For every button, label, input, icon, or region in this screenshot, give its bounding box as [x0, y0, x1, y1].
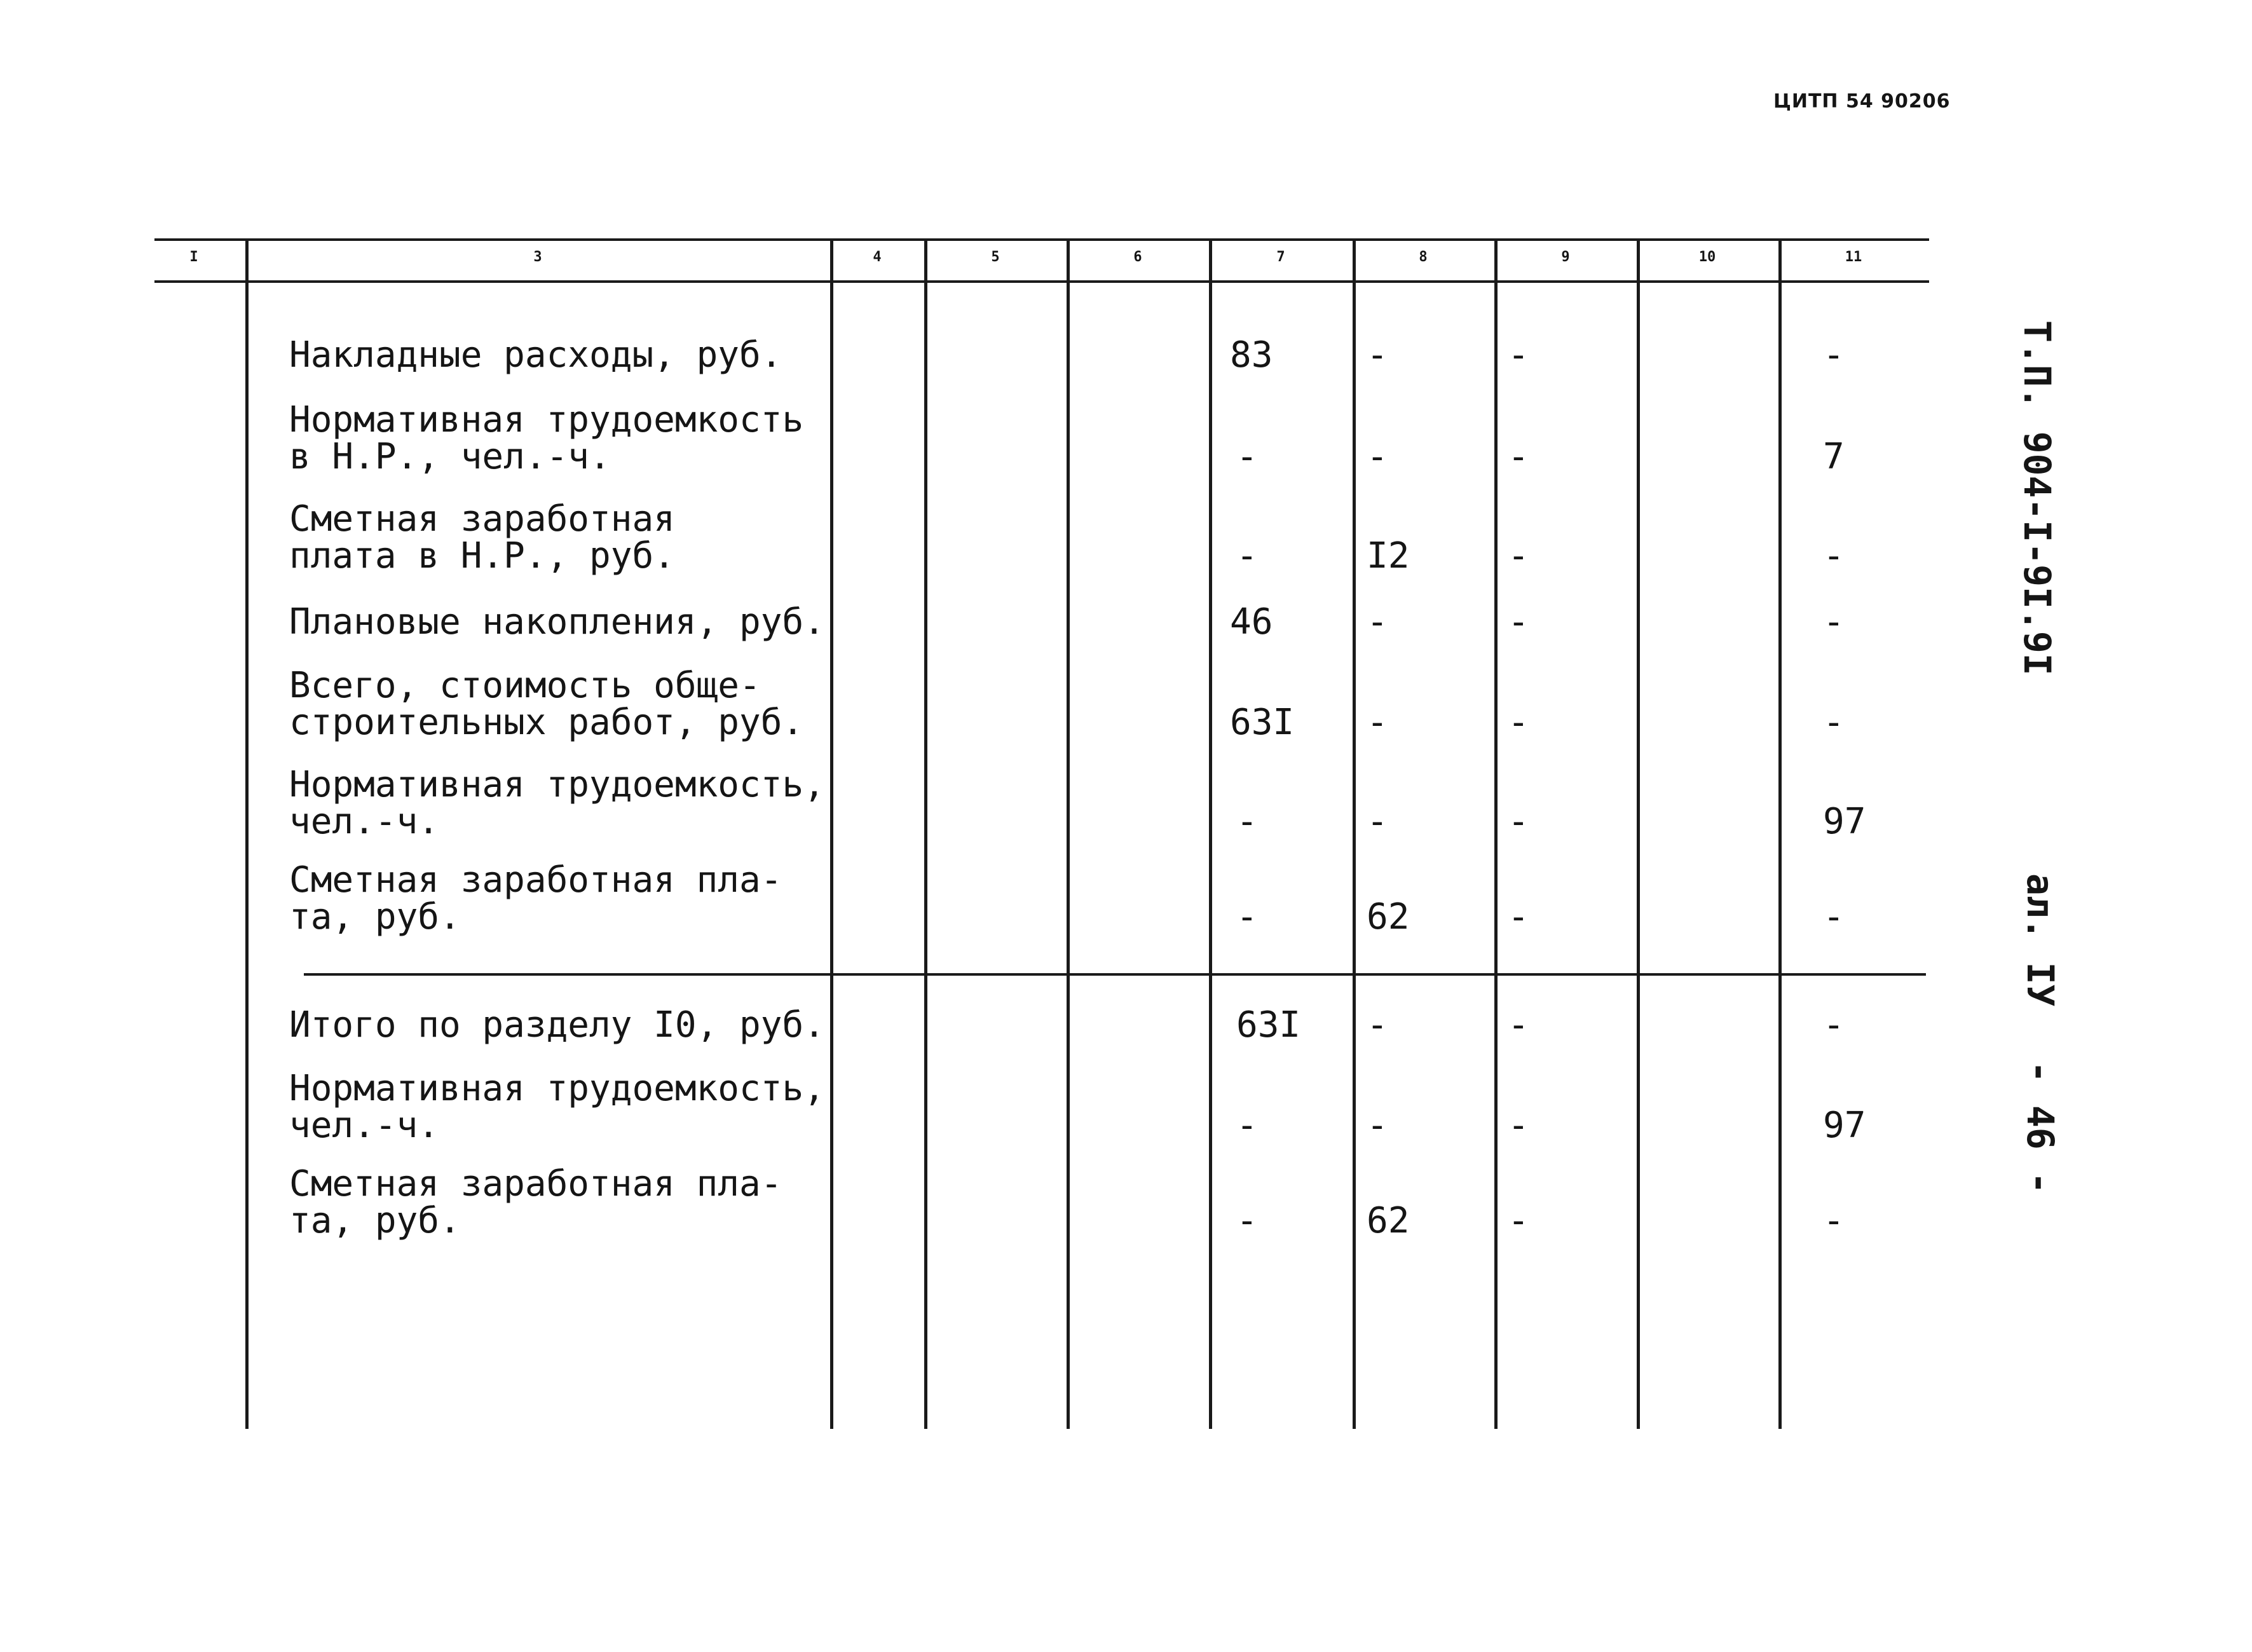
row-label: Плановые накопления, руб. [289, 601, 825, 643]
cell-col11: - [1823, 1004, 1845, 1046]
row-label: Сметная заработная пла- та, руб. [289, 859, 782, 938]
page-number: - 46 - [2019, 1061, 2062, 1194]
cell-col9: - [1508, 801, 1529, 842]
cell-col11: - [1823, 334, 1845, 376]
cell-col9: - [1508, 334, 1529, 376]
cell-col8: - [1367, 601, 1388, 643]
project-number: Т.П. 904-I-9I.9I [2016, 320, 2059, 676]
cell-col11: 97 [1823, 1105, 1866, 1146]
column-header: 11 [1845, 249, 1862, 265]
cell-col8: 62 [1367, 896, 1410, 938]
cell-col9: - [1508, 1004, 1529, 1046]
column-divider [1494, 240, 1498, 1429]
row-label: Сметная заработная пла- та, руб. [289, 1163, 782, 1241]
row-label: Нормативная трудоемкость, чел.-ч. [289, 764, 825, 842]
column-divider [1209, 240, 1212, 1429]
cell-col9: - [1508, 436, 1529, 477]
cell-col7: 83 [1230, 334, 1273, 376]
column-header: 10 [1698, 249, 1716, 265]
column-divider [924, 240, 927, 1429]
column-divider [1637, 240, 1640, 1429]
cell-col7: - [1236, 1200, 1258, 1241]
cell-col8: - [1367, 1004, 1388, 1046]
cell-col7: - [1236, 535, 1258, 577]
cell-col9: - [1508, 601, 1529, 643]
column-divider [1778, 240, 1782, 1429]
column-header: 8 [1419, 249, 1428, 265]
cell-col7: - [1236, 896, 1258, 938]
column-divider [830, 240, 833, 1429]
cell-col11: 7 [1823, 436, 1845, 477]
document-code: ЦИТП 54 90206 [1773, 90, 1951, 113]
cell-col8: - [1367, 702, 1388, 743]
cell-col8: I2 [1367, 535, 1410, 577]
row-label: Сметная заработная плата в Н.Р., руб. [289, 498, 675, 577]
cell-col9: - [1508, 1200, 1529, 1241]
cell-col11: - [1823, 702, 1845, 743]
cell-col7: - [1236, 436, 1258, 477]
cell-col9: - [1508, 896, 1529, 938]
cell-col7: 46 [1230, 601, 1273, 643]
cell-col8: - [1367, 1105, 1388, 1146]
column-header: 3 [533, 249, 542, 265]
cell-col7: 63I [1230, 702, 1295, 743]
column-divider [1067, 240, 1070, 1429]
row-label: Всего, стоимость обще- строительных работ, руб. [289, 665, 804, 743]
column-divider [1353, 240, 1356, 1429]
row-label: Нормативная трудоемкость в Н.Р., чел.-ч. [289, 399, 804, 477]
cell-col7: - [1236, 801, 1258, 842]
column-divider [245, 240, 249, 1429]
cell-col9: - [1508, 1105, 1529, 1146]
cell-col7: 63I [1236, 1004, 1301, 1046]
cell-col11: - [1823, 535, 1845, 577]
cell-col7: - [1236, 1105, 1258, 1146]
cell-col9: - [1508, 535, 1529, 577]
row-label: Итого по разделу I0, руб. [289, 1004, 825, 1046]
cell-col8: - [1367, 436, 1388, 477]
row-label: Накладные расходы, руб. [289, 334, 782, 376]
total-separator-rule [304, 973, 1926, 976]
column-header: 6 [1133, 249, 1142, 265]
column-header: 9 [1561, 249, 1570, 265]
cell-col8: 62 [1367, 1200, 1410, 1241]
column-header: 7 [1276, 249, 1285, 265]
album-number: ал. IУ [2019, 873, 2062, 1007]
column-header: 4 [873, 249, 882, 265]
cell-col9: - [1508, 702, 1529, 743]
header-bottom-rule [154, 280, 1929, 283]
column-header: I [189, 249, 198, 265]
cell-col8: - [1367, 801, 1388, 842]
table-top-rule [154, 238, 1929, 241]
cell-col8: - [1367, 334, 1388, 376]
column-header: 5 [991, 249, 1000, 265]
cell-col11: - [1823, 601, 1845, 643]
row-label: Нормативная трудоемкость, чел.-ч. [289, 1068, 825, 1146]
cell-col11: 97 [1823, 801, 1866, 842]
cell-col11: - [1823, 1200, 1845, 1241]
cell-col11: - [1823, 896, 1845, 938]
